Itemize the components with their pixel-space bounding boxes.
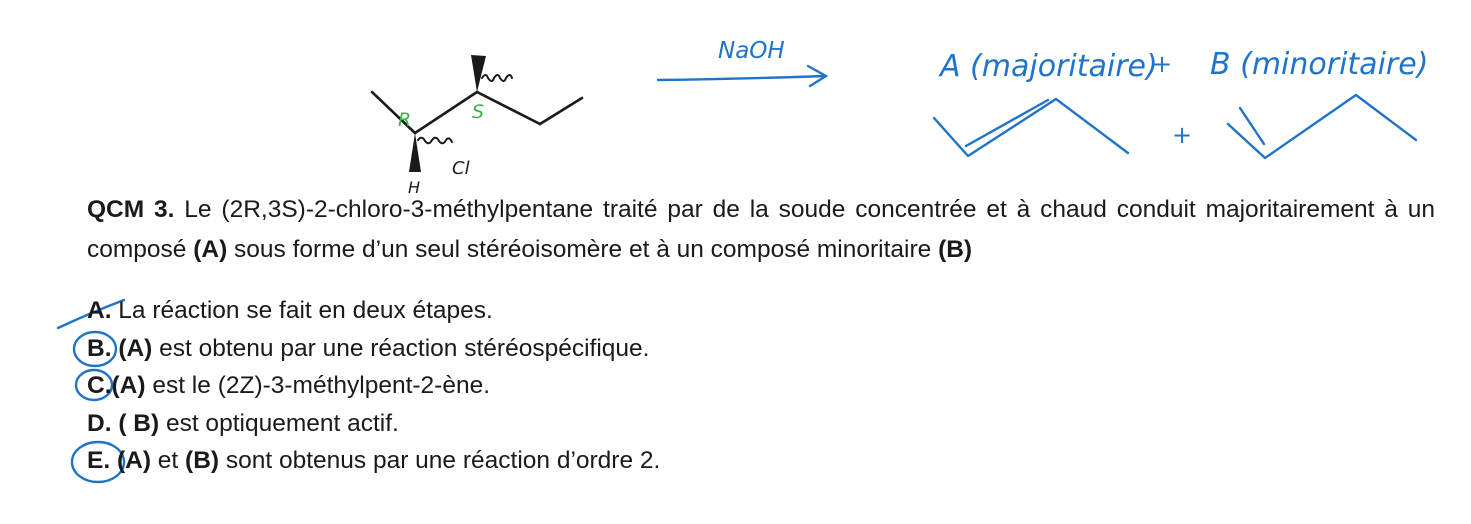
label-r: R [398,109,412,131]
option-letter: C. [87,372,112,399]
option-d[interactable] [87,405,660,443]
option-compound: (A) [118,334,153,362]
option-a[interactable] [87,292,660,330]
option-compound: (A) [116,447,151,474]
question-text-part2: sous forme d’un seul stéréoisomère et à un composé minoritaire [227,236,939,263]
answer-options [87,292,660,480]
option-text: est obtenu par une réaction stéréospécifique. [152,334,650,362]
product-a-double-bond [966,100,1048,146]
product-b-label: B (minoritaire) [1210,47,1429,82]
label-s: S [472,101,485,123]
bond-c3-c4 [477,92,540,124]
compound-b-ref: (B) [938,236,973,263]
option-letter: E. [87,447,111,474]
wavy-bond-methyl [482,75,512,81]
question-number: QCM 3. [87,196,175,223]
option-compound: ( B) [118,409,160,437]
question-text-part1: Le (2R,3S)-2-chloro-3-méthylpentane traité par de la soude concentrée et à chaud conduit majoritairement à un composé [87,196,1435,263]
option-text: est optiquement actif. [159,409,399,437]
option-text-2: sont obtenus par une réaction d’ordre 2. [219,447,661,474]
option-e[interactable] [87,442,660,480]
plus-top: + [1152,50,1173,78]
plus-bottom: + [1172,121,1193,149]
label-cl: Cl [452,158,470,179]
option-letter: D. [87,409,112,437]
compound-a-ref: (A) [193,236,228,263]
option-text: et [150,447,186,474]
reagent-label: NaOH [718,38,785,64]
option-text: est le (2Z)-3-méthylpent-2-ène. [145,372,491,399]
bond-c4-c5 [540,98,582,124]
option-b[interactable] [87,330,660,368]
wavy-bond-cl [418,138,452,144]
label-h: H [408,178,421,197]
reaction-arrow [658,66,826,86]
option-compound: (A) [111,372,146,399]
question-stem [87,190,1435,270]
bond-c2-c3 [415,92,477,133]
option-letter: B. [87,334,112,362]
product-a-label: A (majoritaire) [940,49,1158,84]
product-a-skeleton [934,99,1128,156]
option-compound-2: (B) [185,447,220,474]
option-letter: A. [87,297,112,324]
option-c[interactable] [87,367,660,405]
wedge-bond-c3 [471,55,486,92]
option-text: La réaction se fait en deux étapes. [111,297,493,324]
product-b-skeleton [1228,95,1416,158]
